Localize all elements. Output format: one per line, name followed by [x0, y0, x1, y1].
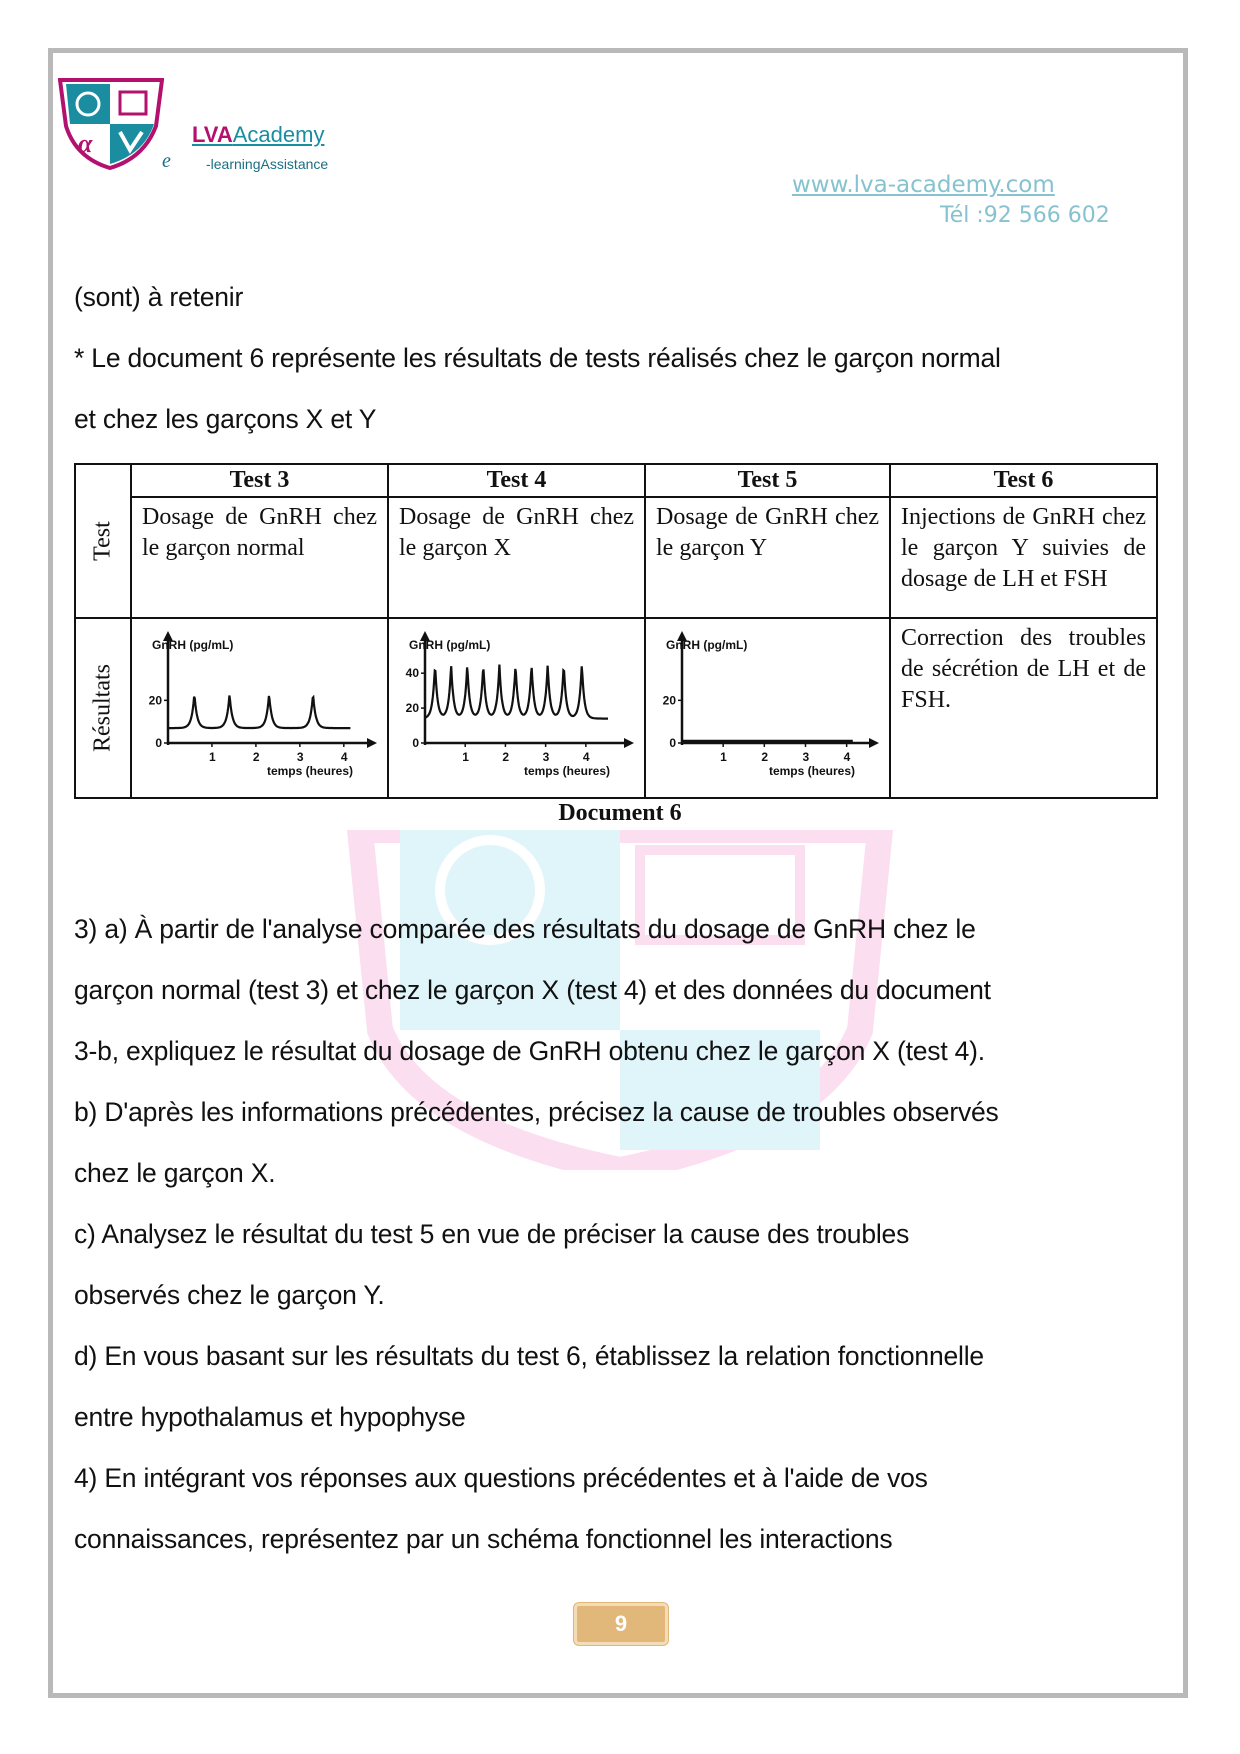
y-tick-label: 40 [405, 665, 419, 680]
test-3-chart [132, 619, 387, 791]
column-header-test-6: Test 6 [890, 464, 1157, 497]
question-line: b) D'après les informations précédentes, précisez la cause de troubles observés [74, 1097, 999, 1127]
test-6-result: Correction des troubles de sécrétion de LH et de FSH. [890, 618, 1157, 799]
x-tick-label: 2 [502, 749, 510, 764]
question-line: 3) a) À partir de l'analyse comparée des résultats du dosage de GnRH chez le [74, 914, 976, 944]
x-tick-label: 3 [296, 749, 304, 764]
row-label-test [75, 464, 131, 618]
x-axis-arrow [869, 738, 879, 748]
column-header-test-3: Test 3 [131, 464, 388, 497]
test-4-description: Dosage de GnRH chez le garçon X [388, 497, 645, 617]
page-number-badge: 9 [574, 1603, 668, 1645]
test-3-chart-cell [131, 618, 388, 799]
question-line: observés chez le garçon Y. [74, 1280, 385, 1310]
question-line: chez le garçon X. [74, 1158, 276, 1188]
y-axis-label: GnRH (pg/mL) [666, 637, 748, 652]
question-line: d) En vous basant sur les résultats du test 6, établissez la relation fonctionnelle [74, 1341, 984, 1371]
question-line: connaissances, représentez par un schéma fonctionnel les interactions [74, 1524, 893, 1554]
test-3-description: Dosage de GnRH chez le garçon normal [131, 497, 388, 617]
brand-prefix: LVA [192, 122, 233, 147]
y-tick-label: 20 [405, 700, 419, 715]
brand-tagline: -learningAssistance [206, 156, 329, 172]
phone-number: Tél :92 566 602 [940, 203, 1110, 228]
x-axis-label: temps (heures) [266, 763, 353, 778]
x-axis-arrow [624, 738, 634, 748]
test-4-chart-cell [388, 618, 645, 799]
x-tick-label: 1 [462, 749, 469, 764]
y-tick-label: 0 [669, 735, 676, 750]
x-tick-label: 4 [843, 749, 851, 764]
lva-academy-logo [58, 78, 164, 170]
x-tick-label: 4 [340, 749, 348, 764]
question-line: entre hypothalamus et hypophyse [74, 1402, 466, 1432]
test-5-description: Dosage de GnRH chez le garçon Y [645, 497, 890, 617]
column-header-test-5: Test 5 [645, 464, 890, 497]
y-tick-label: 0 [155, 735, 162, 750]
x-tick-label: 4 [582, 749, 590, 764]
question-line: c) Analysez le résultat du test 5 en vue de préciser la cause des troubles [74, 1219, 910, 1249]
test-5-chart [646, 619, 889, 791]
y-axis-label: GnRH (pg/mL) [152, 637, 234, 652]
x-tick-label: 1 [720, 749, 727, 764]
test-6-description: Injections de GnRH chez le garçon Y suivies de dosage de LH et FSH [890, 497, 1157, 617]
brand-e-letter: e [162, 150, 171, 172]
question-line: 3-b, expliquez le résultat du dosage de GnRH obtenu chez le garçon X (test 4). [74, 1036, 985, 1066]
question-line: 4) En intégrant vos réponses aux questions précédentes et à l'aide de vos [74, 1463, 928, 1493]
y-tick-label: 0 [412, 735, 419, 750]
website-link[interactable]: www.lva-academy.com [792, 172, 1055, 198]
row-label-results [75, 618, 131, 799]
y-tick-label: 20 [662, 692, 676, 707]
x-tick-label: 3 [542, 749, 550, 764]
intro-line: * Le document 6 représente les résultats de tests réalisés chez le garçon normal [74, 343, 1001, 373]
x-axis-label: temps (heures) [523, 763, 610, 778]
row-label-text: Résultats [89, 663, 116, 752]
test-4-chart [389, 619, 644, 791]
column-header-test-4: Test 4 [388, 464, 645, 497]
test-5-chart-cell [645, 618, 890, 799]
intro-line: (sont) à retenir [74, 282, 244, 312]
y-axis-label: GnRH (pg/mL) [409, 637, 491, 652]
brand-suffix: Academy [232, 122, 325, 147]
document-6-table [74, 463, 1158, 799]
document-caption: Document 6 [558, 800, 682, 826]
gnrh-series-line [168, 695, 350, 728]
x-tick-label: 2 [252, 749, 260, 764]
gnrh-series-line [425, 664, 608, 718]
x-tick-label: 2 [761, 749, 769, 764]
row-label-text: Test [89, 520, 116, 561]
brand-name [192, 122, 324, 148]
x-tick-label: 1 [208, 749, 216, 764]
x-axis-label: temps (heures) [768, 763, 855, 778]
x-axis-arrow [367, 738, 377, 748]
svg-text:α: α [78, 129, 93, 158]
question-line: garçon normal (test 3) et chez le garçon X (test 4) et des données du document [74, 975, 991, 1005]
x-tick-label: 3 [802, 749, 810, 764]
y-tick-label: 20 [148, 692, 162, 707]
intro-line: et chez les garçons X et Y [74, 404, 377, 434]
